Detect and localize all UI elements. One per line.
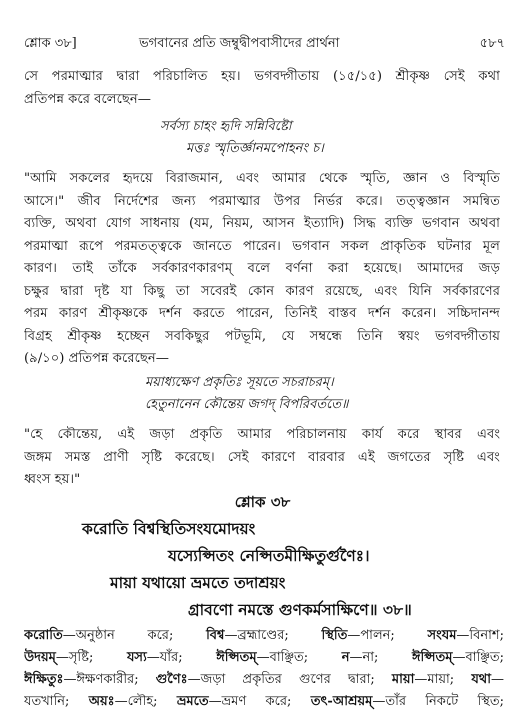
synonym-meaning: —লৌহ; [114, 694, 177, 709]
verse-line: ময়াধ্যক্ষেণ প্রকৃতিঃ সূয়তে সচরাচরম্। [145, 375, 334, 390]
sloka-line: করোতি বিশ্বস্থিতিসংযমোদয়ং [82, 519, 256, 538]
synonym-word: সংযম [427, 628, 457, 643]
header-verse-number: শ্লোক ৩৮] [24, 36, 77, 51]
sloka-line: যস্যেপ্সিতং নেপ্সিতমীক্ষিতুর্গুণৈঃ। [168, 546, 370, 565]
synonym-meaning: —যাঁর; [146, 650, 217, 665]
verse-line: সর্বস্য চাহং হৃদি সন্নিবিষ্টো [160, 119, 292, 134]
synonym-meaning: —ব্রহ্মাণ্ডের; [224, 628, 322, 643]
synonym-meaning: যতখানি; [24, 694, 89, 709]
text-line: প্রতিপন্ন করে বলেছেন— [24, 91, 151, 107]
verse-line: মত্তঃ স্মৃতির্জ্ঞানমপোহনং চ। [186, 141, 324, 156]
synonym-meaning: —না; [349, 650, 413, 665]
synonym-meaning: —বিনাশ; [456, 628, 504, 643]
text-line: পরমাত্মা রূপে পরমতত্ত্বকে জানতে পারেন। ভগবান সকল প্রাকৃতিক ঘটনার মূল [24, 238, 500, 254]
synonym-meaning: —জড়া প্রকৃতির গুণের দ্বারা; [187, 672, 392, 687]
sloka-line: গ্রাবণো নমস্তে গুণকর্মসাক্ষিণে॥ ৩৮॥ [188, 600, 412, 619]
text-line: ধ্বংস হয়।" [24, 472, 81, 487]
synonym-word: তৎ-আশ্রয়ম্ [310, 694, 373, 709]
paragraph-purport [24, 168, 500, 371]
synonym-word: স্থিতি [321, 628, 348, 643]
sloka-line: মায়া যথায়ো ভ্রমতে তদাশ্রয়ং [110, 573, 286, 592]
header-chapter-title: ভগবানের প্রতি জম্বুদ্বীপবাসীদের প্রার্থনা [139, 36, 340, 51]
word-synonyms [24, 625, 504, 713]
header-page-number: ৫৮৭ [479, 36, 505, 51]
synonym-word: বিশ্ব [206, 628, 225, 643]
text-line: চক্ষুর দ্বারা দৃষ্ট যা কিছু তা সবেরই কোন কারণ রয়েছে, এবং যিনি সর্বকারণের [24, 283, 500, 299]
text-line: (৯/১০) প্রতিপন্ন করেছেন— [24, 351, 169, 366]
text-line: বিগ্রহ শ্রীকৃষ্ণ হচ্ছেন সবকিছুর পটভূমি, যে সম্বন্ধে তিনি স্বয়ং ভগবদ্গীতায় [24, 328, 500, 344]
text-line: আসে।" জীব নির্দেশের জন্য পরমাত্মার উপর নির্ভর করে। তত্ত্বজ্ঞান সমন্বিত [24, 193, 500, 209]
synonym-line [24, 625, 504, 647]
synonym-meaning: —অনুষ্ঠান করে; [62, 628, 207, 643]
synonym-line [24, 669, 504, 691]
synonym-word: ভ্রমতে [176, 694, 209, 709]
synonym-word: অয়ঃ [88, 694, 115, 709]
text-line: জঙ্গম সমস্ত প্রাণী সৃষ্টি করেছে। সেই কারণে বারবার এই জগতের সৃষ্টি এবং [24, 449, 500, 465]
synonym-word: ঈপ্সিতম্ [412, 650, 453, 665]
quoted-verse-2 [145, 372, 348, 416]
paragraph-intro [24, 66, 500, 111]
synonym-meaning: — [491, 672, 504, 687]
synonym-meaning: —বাঞ্ছিত; [256, 650, 342, 665]
synonym-meaning: —তাঁর নিকটে স্থিত; [372, 694, 504, 709]
synonym-meaning: —বাঞ্ছিত; [452, 650, 504, 665]
synonym-word: ঈপ্সিতম্ [216, 650, 257, 665]
synonym-meaning: —মায়া; [414, 672, 472, 687]
text-line: কারণ। তাই তাঁকে সর্বকারণকারণম্ বলে বর্ণনা করা হয়েছে। আমাদের জড় [24, 261, 500, 276]
synonym-word: গুণৈঃ [155, 672, 188, 687]
synonym-word: করোতি [24, 628, 63, 643]
synonym-word: ঈক্ষিতুঃ [24, 672, 64, 687]
text-line: সে পরমাত্মার দ্বারা পরিচালিত হয়। ভগবদ্গীতায় (১৫/১৫) শ্রীকৃষ্ণ সেই কথা [24, 69, 500, 84]
text-line: "হে কৌন্তেয়, এই জড়া প্রকৃতি আমার পরিচালনায় কার্য করে স্থাবর এবং [24, 427, 500, 442]
synonym-meaning: —ভ্রমণ করে; [208, 694, 311, 709]
synonym-meaning: —সৃষ্টি; [55, 650, 127, 665]
synonym-word: উদয়ম্ [24, 650, 56, 665]
running-header [24, 34, 505, 52]
synonym-word: যথা [471, 672, 491, 687]
verse-line: হেতুনানেন কৌন্তেয় জগদ্ বিপরিবর্ততে॥ [145, 397, 349, 412]
synonym-word: ন [341, 650, 350, 665]
sloka-heading: শ্লোক ৩৮ [234, 493, 291, 511]
quoted-verse-1 [160, 116, 324, 160]
synonym-line [24, 647, 504, 669]
text-line: ব্যক্তি, অথবা যোগ সাধনায় (যম, নিয়ম, আসন ইত্যাদি) সিদ্ধ ব্যক্তি ভগবান অথবা [24, 216, 500, 231]
synonym-line [24, 691, 504, 713]
text-line: "আমি সকলের হৃদয়ে বিরাজমান, এবং আমার থেকে স্মৃতি, জ্ঞান ও বিস্মৃতি [24, 171, 500, 186]
synonym-meaning: —ঈক্ষণকারীর; [63, 672, 156, 687]
paragraph-translation-quote [24, 424, 500, 492]
synonym-word: যস্য [126, 650, 147, 665]
synonym-word: মায়া [391, 672, 415, 687]
text-line: পরম কারণ শ্রীকৃষ্ণকে দর্শন করতে পারেন, তিনিই বাস্তব দর্শন করেন। সচ্চিদানন্দ [24, 306, 500, 321]
synonym-meaning: —পালন; [347, 628, 428, 643]
